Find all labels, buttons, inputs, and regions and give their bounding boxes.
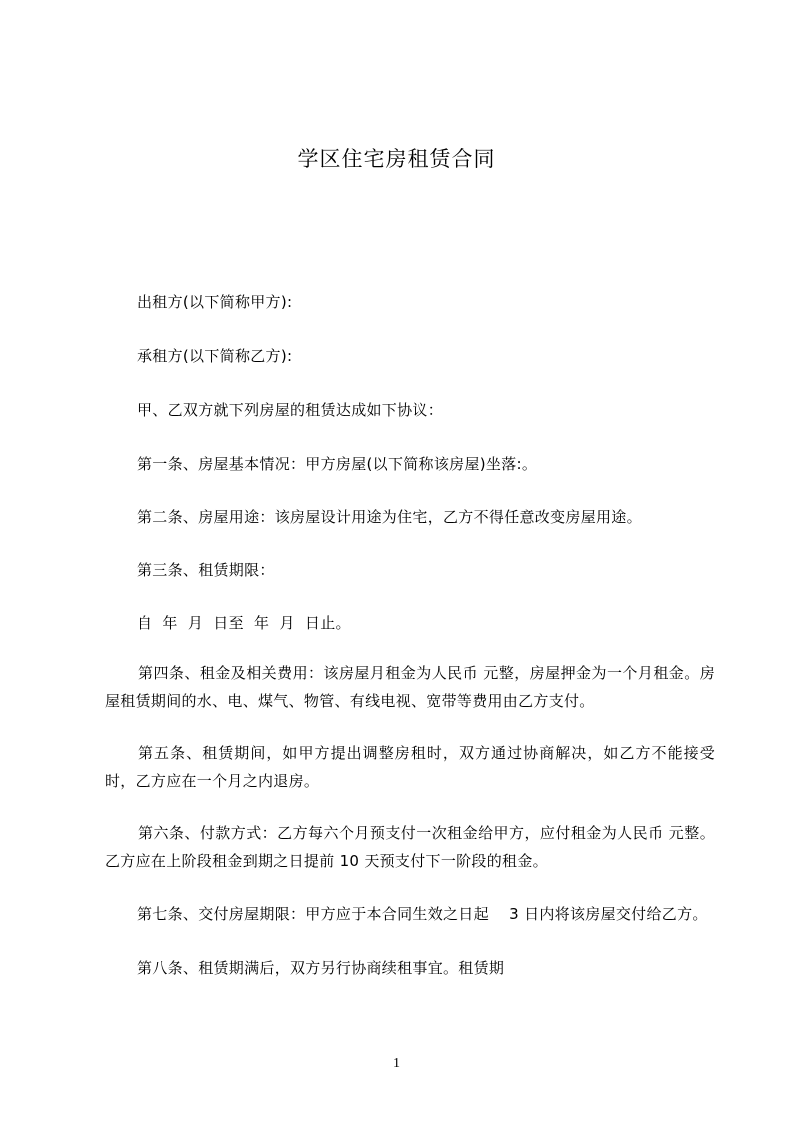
clause-5: 第五条、租赁期间，如甲方提出调整房租时，双方通过协商解决，如乙方不能接受时，乙方应在一个月之内退房。 — [105, 744, 715, 790]
clause-3: 第三条、租赁期限： — [137, 561, 275, 579]
clause-1: 第一条、房屋基本情况：甲方房屋(以下简称该房屋)坐落:。 — [137, 455, 538, 473]
lessee-line: 承租方(以下简称乙方): — [137, 347, 293, 365]
clause-7: 第七条、交付房屋期限：甲方应于本合同生效之日起 3 日内将该房屋交付给乙方。 — [137, 905, 708, 923]
preamble-line: 甲、乙双方就下列房屋的租赁达成如下协议： — [137, 401, 444, 419]
document-title: 学区住宅房租赁合同 — [297, 147, 496, 171]
clause-8: 第八条、租赁期满后，双方另行协商续租事宜。租赁期 — [137, 959, 505, 977]
clause-2: 第二条、房屋用途：该房屋设计用途为住宅，乙方不得任意改变房屋用途。 — [137, 508, 642, 526]
clause-4: 第四条、租金及相关费用：该房屋月租金为人民币 元整，房屋押金为一个月租金。房屋租赁期间的水、电、煤气、物管、有线电视、宽带等费用由乙方支付。 — [105, 664, 715, 710]
term-line: 自 年 月 日至 年 月 日止。 — [137, 614, 351, 632]
page-number: 1 — [393, 1056, 400, 1071]
lessor-line: 出租方(以下简称甲方): — [137, 293, 293, 311]
clause-6: 第六条、付款方式：乙方每六个月预支付一次租金给甲方，应付租金为人民币 元整。乙方应在上阶段租金到期之日提前 10 天预支付下一阶段的租金。 — [105, 824, 715, 870]
